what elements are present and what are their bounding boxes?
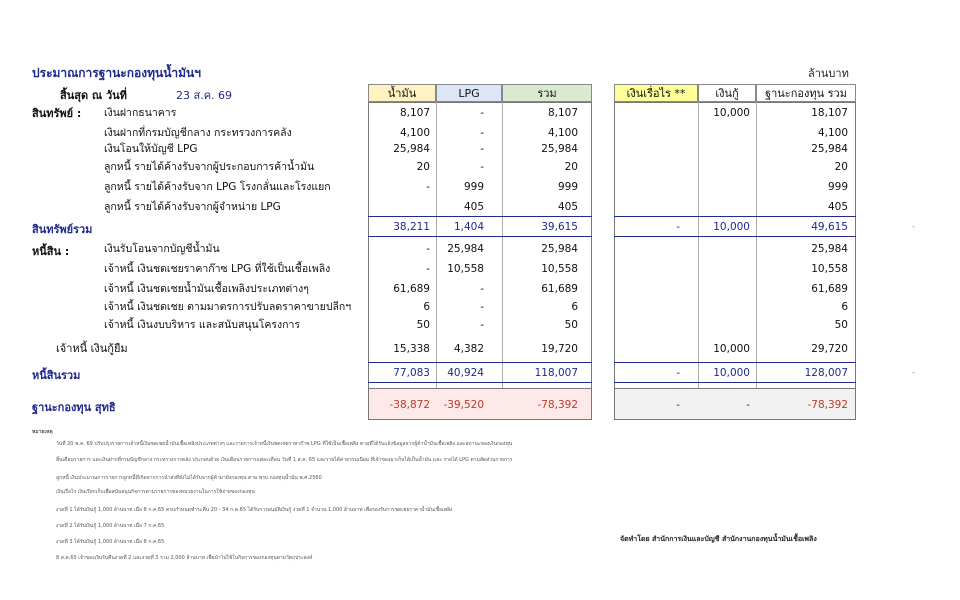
oil-value: 8,107 — [399, 107, 430, 119]
row-label: เงินฝากที่กรมบัญชีกลาง กระทรวงการคลัง — [104, 127, 292, 139]
note-line: วันที่ 20 พ.ค. 69 ปรับปรุงรายการเจ้าหนี้เงินชดเชยน้ำมันเชื้อเพลิงประเภทต่างๆ และรายการเจ้าหนี้เงินชดเชยราคาก๊าซ LPG ที่ใช้เป็นเชื้อเพลิง ตามที่ได้รับแจ้งข้อมูลจากผู้ค้าน้ำมันเชื้อเพลิง และสถานะของเงินกองทุน — [56, 441, 513, 447]
note-line: 8 ส.ค.65 เจ้าของเงินรับคืนงวดที่ 2 และงวดที่ 3 รวม 2,000 ล้านบาท เพื่อนำไปใช้ในกิจการของกองทุนตามวัตถุประสงค์ — [56, 555, 313, 561]
fund-value: 4,100 — [817, 127, 848, 139]
oil-value: 38,211 — [393, 221, 430, 233]
row-label: เจ้าหนี้ เงินงบบริหาร และสนับสนุนโครงการ — [104, 319, 301, 331]
header-fund: ฐานะกองทุน รวม — [756, 84, 856, 102]
total-liabilities-heading: หนี้สินรวม — [32, 369, 81, 382]
fund-value: 128,007 — [804, 367, 848, 379]
notes-heading: หมายเหตุ — [32, 429, 53, 435]
oil-value: - — [426, 181, 430, 193]
total-liab-rule-left — [368, 362, 592, 363]
fund-value: 25,984 — [811, 143, 848, 155]
total-value: 10,558 — [541, 263, 578, 275]
fund-value: 405 — [827, 201, 848, 213]
total-liabilities-row — [0, 364, 960, 382]
header-oil: น้ำมัน — [368, 84, 436, 102]
note-line: เงินเรื่อไร เงินเรียกเก็บเพื่อสนับสนุนกิจการตามรายการของหน่วยงานในการใช้จ่ายของกองทุน — [56, 489, 255, 495]
oil-value: 20 — [416, 161, 430, 173]
lpg-value: - — [480, 143, 484, 155]
note-line: งวดที่ 2 ได้รับเงินกู้ 1,000 ล้านบาท เมื่อ 7 ก.ค.65 — [56, 523, 165, 529]
assets-heading: สินทรัพย์ : — [32, 107, 82, 120]
loan-value: 10,000 — [713, 221, 750, 233]
total-liab-underline-left — [368, 382, 592, 383]
row-label: เจ้าหนี้ เงินกู้ยืม — [56, 342, 128, 355]
table-row — [0, 260, 960, 278]
total-value: 6 — [571, 301, 578, 313]
note-line: งวดที่ 1 ได้รับเงินกู้ 1,000 ล้านบาท เมื่อ 8 ก.ค.65 ครบกำหนดชำระคืน 20 - 34 ก.ค.65 ได้รับการอนุมัติเงินกู้ งวดที่ 1 จำนวน 1,000 ล้านบาท เพื่อรองรับการชดเชยราคาน้ำมันเชื้อเพลิง — [56, 507, 453, 513]
table-row — [0, 298, 960, 316]
total-liab-underline-right — [614, 382, 856, 383]
lpg-value: 1,404 — [453, 221, 484, 233]
total-assets-row — [0, 218, 960, 236]
table-row — [0, 140, 960, 158]
lpg-value: - — [480, 319, 484, 331]
fund-value: 61,689 — [811, 283, 848, 295]
table-row — [0, 240, 960, 258]
row-label: เงินรับโอนจากบัญชีน้ำมัน — [104, 243, 220, 255]
total-assets-heading: สินทรัพย์รวม — [32, 223, 93, 236]
row-label: เงินฝากธนาคาร — [104, 107, 177, 119]
fund-value: 29,720 — [811, 343, 848, 355]
lpg-value: 4,382 — [453, 343, 484, 355]
oil-value: - — [426, 243, 430, 255]
row-label: ลูกหนี้ รายได้ค้างรับจากผู้จำหน่าย LPG — [104, 201, 281, 213]
oil-value: 50 — [416, 319, 430, 331]
fund-value: 25,984 — [811, 243, 848, 255]
note-line: งวดที่ 3 ได้รับเงินกู้ 1,000 ล้านบาท เมื่อ 8 ก.ค.65 — [56, 539, 165, 545]
prepared-by: จัดทำโดย สำนักการเงินและบัญชี สำนักงานกองทุนน้ำมันเชื้อเพลิง — [620, 535, 817, 543]
total-assets-rule-right — [614, 216, 856, 217]
table-row — [0, 280, 960, 298]
loan-value: 10,000 — [713, 367, 750, 379]
oil-value: 61,689 — [393, 283, 430, 295]
date-value: 23 ส.ค. 69 — [176, 89, 233, 102]
oil-value: 15,338 — [393, 343, 430, 355]
total-value: 39,615 — [541, 221, 578, 233]
table-row — [0, 198, 960, 216]
fund-value: 49,615 — [811, 221, 848, 233]
oil-value: 6 — [423, 301, 430, 313]
report-title: ประมาณการฐานะกองทุนน้ำมันฯ — [32, 66, 201, 80]
total-assets-underline-left — [368, 236, 592, 237]
fund-value: 6 — [841, 301, 848, 313]
total-value: 61,689 — [541, 283, 578, 295]
total-value: 8,107 — [547, 107, 578, 119]
profit-value: - — [676, 367, 680, 379]
fund-value: -78,392 — [807, 399, 848, 411]
loan-value: - — [746, 399, 750, 411]
loan-value: 10,000 — [713, 343, 750, 355]
total-liab-rule-right — [614, 362, 856, 363]
header-profit: เงินเรื่อไร ** — [614, 84, 698, 102]
total-assets-underline-right — [614, 236, 856, 237]
row-label: เจ้าหนี้ เงินชดเชย ตามมาตรการปรับลดราคาขายปลีกฯ — [104, 301, 352, 313]
row-label: เจ้าหนี้ เงินชดเชยน้ำมันเชื้อเพลิงประเภทต่างๆ — [104, 283, 309, 295]
total-value: 50 — [564, 319, 578, 331]
total-value: 118,007 — [534, 367, 578, 379]
fund-value: 18,107 — [811, 107, 848, 119]
lpg-value: - — [480, 283, 484, 295]
oil-value: 77,083 — [393, 367, 430, 379]
table-row — [0, 104, 960, 122]
note-line: สิ้นเดือนรายการ และเงินฝากที่กรมบัญชีกลาง กระทรวงการคลัง ประกอบด้วย เงินเดือนรายการแต่ละเดือน วันที่ 1 ส.ค. 65 และรายได้ค่าธรรมเนียม ที่เจ้าของมาเก็บได้เป็นน้ำมัน และ รายได้ LPG ตามสัดส่วนรายการ — [56, 457, 513, 463]
date-label: สิ้นสุด ณ วันที่ — [60, 89, 127, 102]
total-value: 4,100 — [547, 127, 578, 139]
profit-value: - — [676, 221, 680, 233]
total-value: 405 — [557, 201, 578, 213]
table-row — [0, 178, 960, 196]
note-line: ลูกหนี้ เงินประมาณการรายการลูกหนี้ที่เกิดจากการนำส่งที่ยังไม่ได้รับจากผู้ค้ามายังกองทุน ตาม พรบ.กองทุนน้ำมัน พ.ศ.2560 — [56, 475, 322, 481]
fund-value: 50 — [834, 319, 848, 331]
row-label: เจ้าหนี้ เงินชดเชยราคาก๊าซ LPG ที่ใช้เป็นเชื้อเพลิง — [104, 263, 331, 275]
unit-label: ล้านบาท — [808, 67, 849, 80]
loan-value: 10,000 — [713, 107, 750, 119]
liabilities-heading: หนี้สิน : — [32, 245, 70, 258]
side-dash: - — [912, 368, 916, 378]
row-label: เงินโอนให้บัญชี LPG — [104, 143, 198, 155]
oil-value: 4,100 — [399, 127, 430, 139]
lpg-value: 25,984 — [447, 243, 484, 255]
lpg-value: -39,520 — [443, 399, 484, 411]
total-value: -78,392 — [537, 399, 578, 411]
side-dash: - — [912, 222, 916, 232]
total-value: 19,720 — [541, 343, 578, 355]
table-row — [0, 316, 960, 334]
lpg-value: - — [480, 301, 484, 313]
lpg-value: 40,924 — [447, 367, 484, 379]
net-position-row — [0, 396, 960, 414]
header-loan: เงินกู้ — [698, 84, 756, 102]
header-total: รวม — [502, 84, 592, 102]
row-label: ลูกหนี้ รายได้ค้างรับจาก LPG โรงกลั่นและโรงแยก — [104, 181, 331, 193]
oil-value: 25,984 — [393, 143, 430, 155]
profit-value: - — [676, 399, 680, 411]
net-position-heading: ฐานะกองทุน สุทธิ — [32, 401, 116, 414]
lpg-value: 10,558 — [447, 263, 484, 275]
oil-value: -38,872 — [389, 399, 430, 411]
total-value: 20 — [564, 161, 578, 173]
total-value: 999 — [557, 181, 578, 193]
lpg-value: - — [480, 107, 484, 119]
total-assets-rule-left — [368, 216, 592, 217]
total-value: 25,984 — [541, 143, 578, 155]
fund-value: 20 — [834, 161, 848, 173]
loan-payable-row — [0, 340, 960, 358]
row-label: ลูกหนี้ รายได้ค้างรับจากผู้ประกอบการค้าน้ำมัน — [104, 161, 315, 173]
header-lpg: LPG — [436, 84, 502, 102]
fund-value: 10,558 — [811, 263, 848, 275]
lpg-value: 405 — [463, 201, 484, 213]
table-row — [0, 158, 960, 176]
lpg-value: - — [480, 127, 484, 139]
total-value: 25,984 — [541, 243, 578, 255]
lpg-value: - — [480, 161, 484, 173]
lpg-value: 999 — [463, 181, 484, 193]
fund-value: 999 — [827, 181, 848, 193]
oil-value: - — [426, 263, 430, 275]
